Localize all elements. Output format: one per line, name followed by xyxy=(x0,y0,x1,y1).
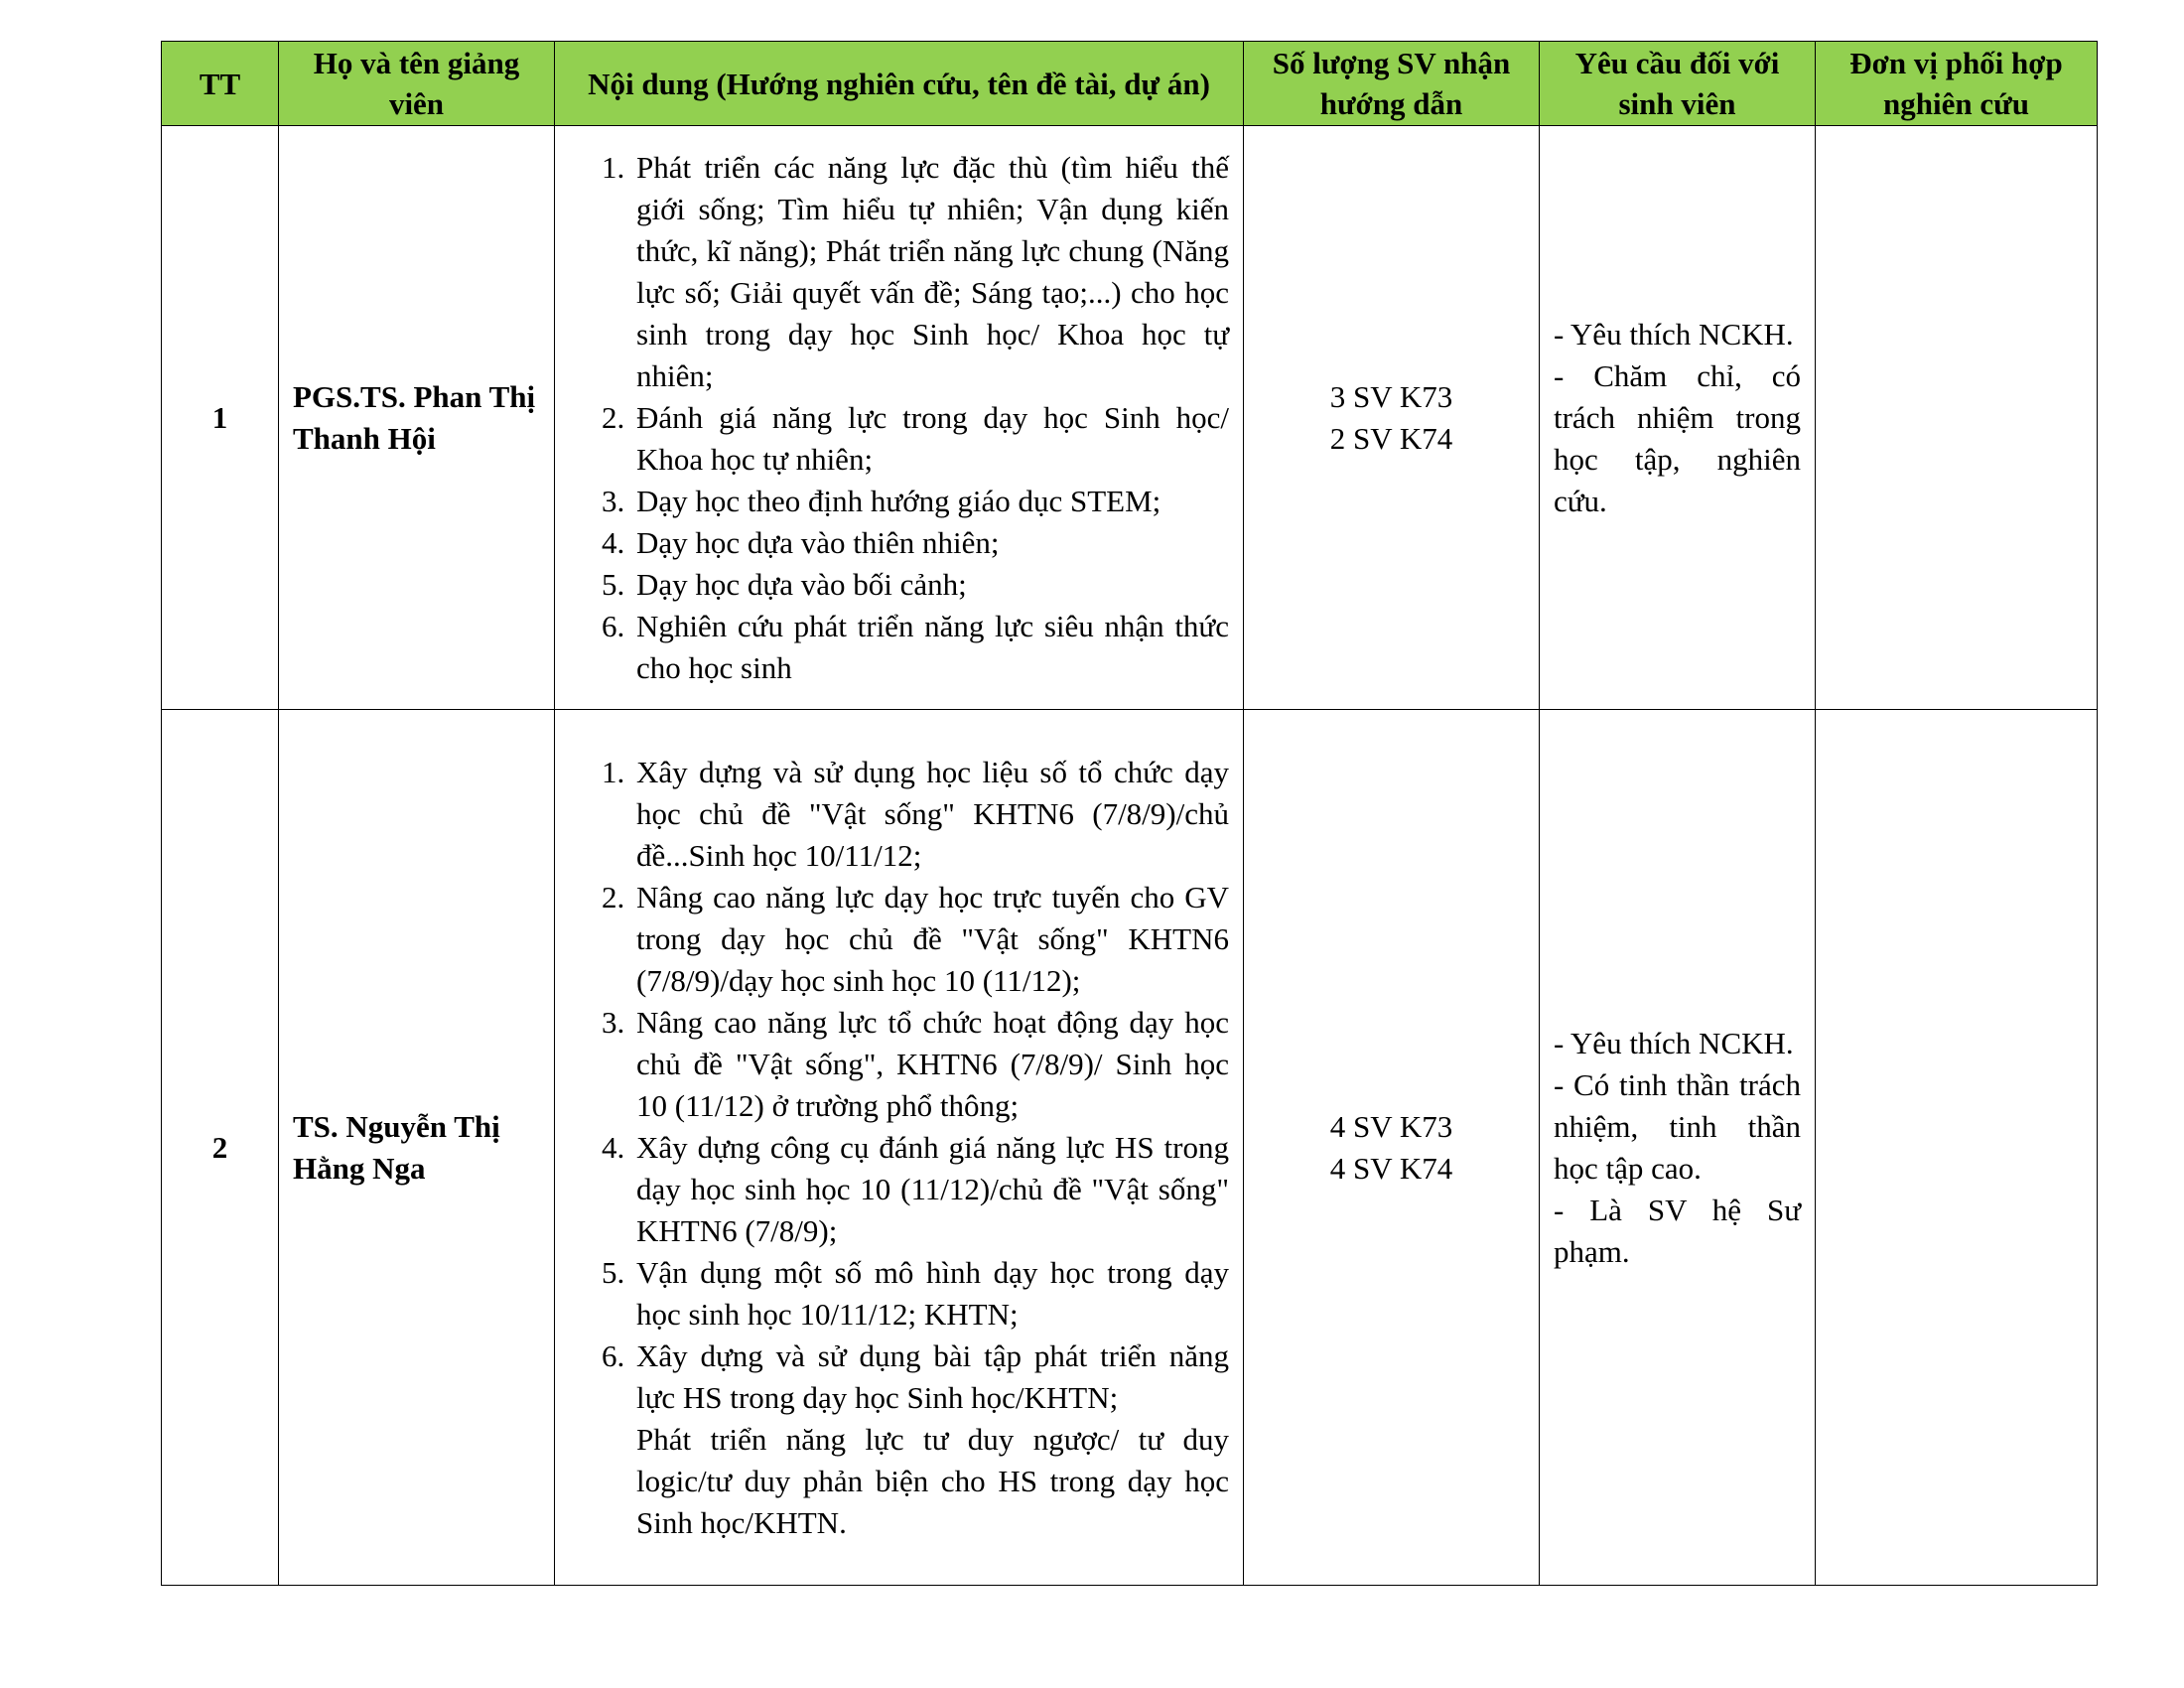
topic-item: 6. Nghiên cứu phát triển năng lực siêu nhận thức cho học sinh xyxy=(632,606,1229,689)
topic-list xyxy=(555,147,1229,689)
header-name: Họ và tên giảng viên xyxy=(279,42,555,126)
topic-item: 5. Dạy học dựa vào bối cảnh; xyxy=(632,564,1229,606)
topic-item: 2. Nâng cao năng lực dạy học trực tuyến cho GV trong dạy học chủ đề "Vật sống" KHTN6 (7/8/9)/dạy học sinh học 10 (11/12); xyxy=(632,877,1229,1002)
row-number: 2 xyxy=(162,710,279,1586)
requirement-line: - Chăm chỉ, có trách nhiệm trong học tập, nghiên cứu. xyxy=(1554,357,1801,518)
topic-item: 5. Vận dụng một số mô hình dạy học trong dạy học sinh học 10/11/12; KHTN; xyxy=(632,1252,1229,1336)
row-number: 1 xyxy=(162,126,279,710)
requirement-line: - Có tinh thần trách nhiệm, tinh thần học tập cao. xyxy=(1554,1066,1801,1186)
header-count: Số lượng SV nhận hướng dẫn xyxy=(1244,42,1540,126)
topic-list xyxy=(555,752,1229,1419)
partner-unit xyxy=(1816,710,2098,1586)
topic-item: 1. Phát triển các năng lực đặc thù (tìm hiểu thế giới sống; Tìm hiểu tự nhiên; Vận dụng kiến thức, kĩ năng); Phát triển năng lực chung (Năng lực số; Giải quyết vấn đề; Sáng tạo;...) cho học sinh trong dạy học Sinh học/ Khoa học tự nhiên; xyxy=(632,147,1229,397)
header-requirements: Yêu cầu đối với sinh viên xyxy=(1540,42,1816,126)
topic-extra: Phát triển năng lực tư duy ngược/ tư duy logic/tư duy phản biện cho HS trong dạy học Sinh học/KHTN. xyxy=(636,1421,1229,1540)
lecturer-name: TS. Nguyễn Thị Hằng Nga xyxy=(279,710,555,1586)
research-topics-table xyxy=(161,41,2098,1586)
header-content: Nội dung (Hướng nghiên cứu, tên đề tài, dự án) xyxy=(555,42,1244,126)
topic-item: 4. Xây dựng công cụ đánh giá năng lực HS trong dạy học sinh học 10 (11/12)/chủ đề "Vật sống" KHTN6 (7/8/9); xyxy=(632,1127,1229,1252)
count-line: 3 SV K73 xyxy=(1329,378,1453,414)
count-line: 2 SV K74 xyxy=(1329,420,1453,456)
header-row xyxy=(162,42,2098,126)
topic-item: 4. Dạy học dựa vào thiên nhiên; xyxy=(632,522,1229,564)
student-count xyxy=(1244,710,1540,1586)
header-tt: TT xyxy=(162,42,279,126)
research-content xyxy=(555,126,1244,710)
student-requirements xyxy=(1540,710,1816,1586)
partner-unit xyxy=(1816,126,2098,710)
student-requirements xyxy=(1540,126,1816,710)
topic-item: 2. Đánh giá năng lực trong dạy học Sinh học/ Khoa học tự nhiên; xyxy=(632,397,1229,481)
count-line: 4 SV K74 xyxy=(1329,1150,1453,1186)
requirement-line: - Là SV hệ Sư phạm. xyxy=(1554,1192,1801,1269)
table-row xyxy=(162,126,2098,710)
lecturer-name: PGS.TS. Phan Thị Thanh Hội xyxy=(279,126,555,710)
research-content xyxy=(555,710,1244,1586)
header-partner: Đơn vị phối hợp nghiên cứu xyxy=(1816,42,2098,126)
topic-item: 3. Nâng cao năng lực tổ chức hoạt động dạy học chủ đề "Vật sống", KHTN6 (7/8/9)/ Sinh học 10 (11/12) ở trường phổ thông; xyxy=(632,1002,1229,1127)
requirement-line: - Yêu thích NCKH. xyxy=(1554,1025,1794,1060)
student-count xyxy=(1244,126,1540,710)
table-row xyxy=(162,710,2098,1586)
requirement-line: - Yêu thích NCKH. xyxy=(1554,316,1794,352)
topic-item: 1. Xây dựng và sử dụng học liệu số tổ chức dạy học chủ đề "Vật sống" KHTN6 (7/8/9)/chủ đề...Sinh học 10/11/12; xyxy=(632,752,1229,877)
topic-item: 6. Xây dựng và sử dụng bài tập phát triển năng lực HS trong dạy học Sinh học/KHTN; xyxy=(632,1336,1229,1419)
topic-item: 3. Dạy học theo định hướng giáo dục STEM; xyxy=(632,481,1229,522)
count-line: 4 SV K73 xyxy=(1329,1108,1453,1144)
